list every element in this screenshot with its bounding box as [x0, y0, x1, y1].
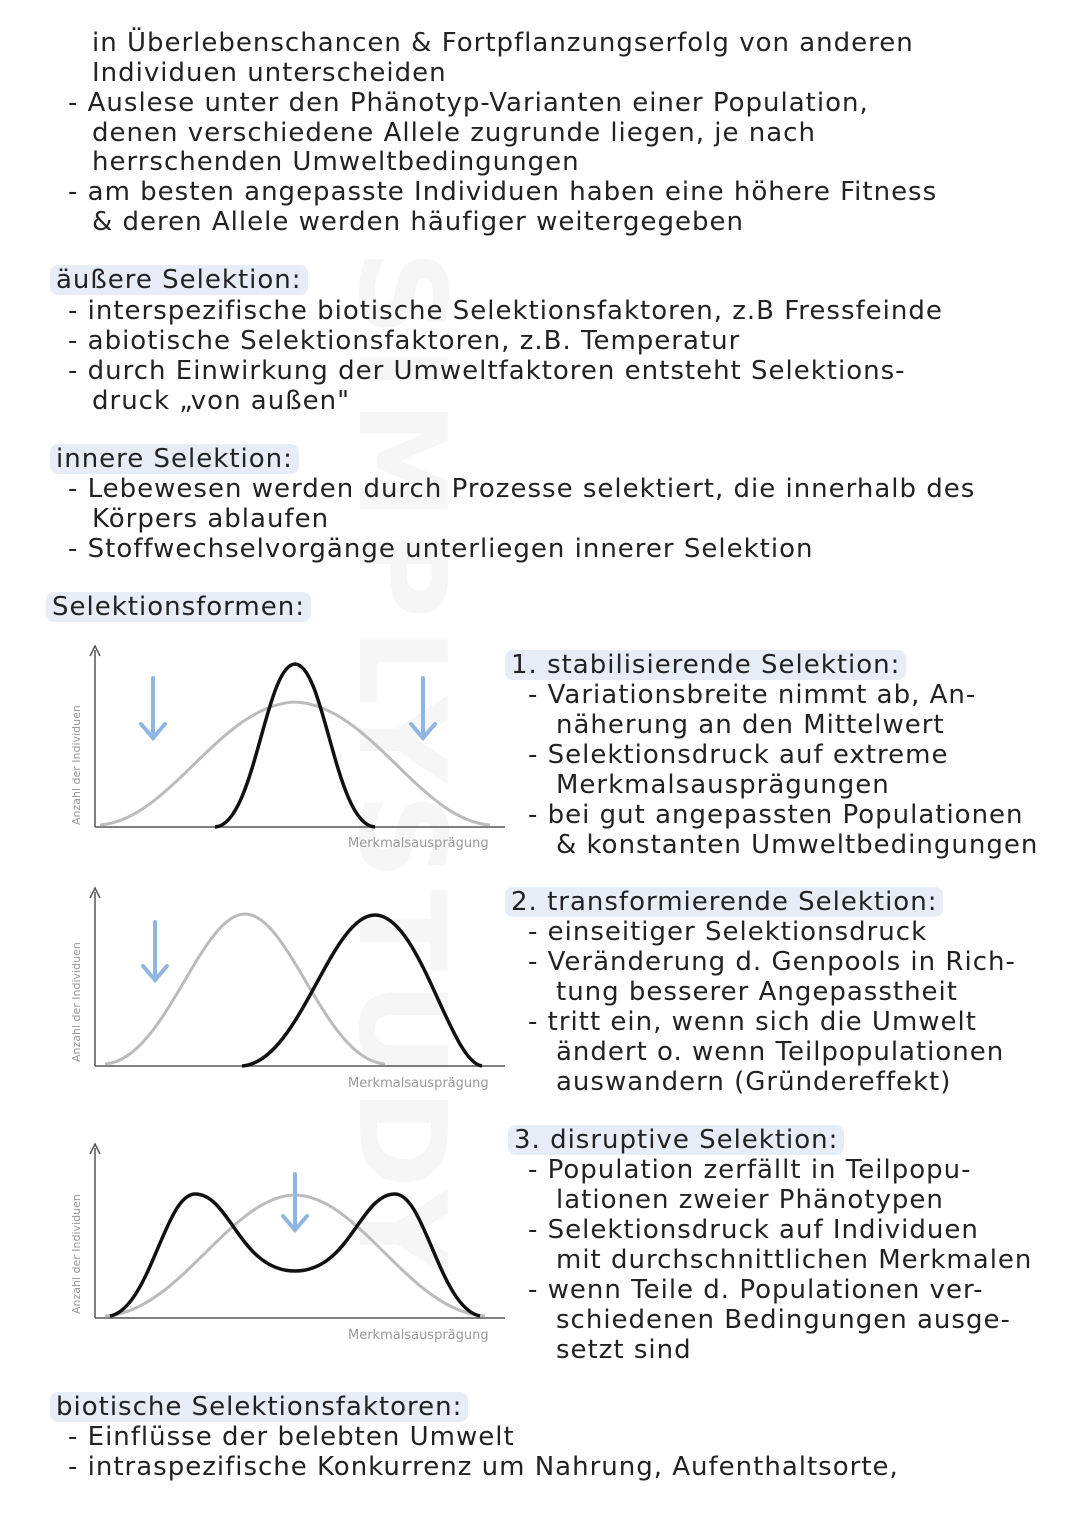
form-line: - wenn Teile d. Populationen ver- [528, 1275, 984, 1305]
form-line: - Selektionsdruck auf Individuen [528, 1215, 979, 1245]
curve-after [215, 664, 375, 827]
y-axis-label: Anzahl der Individuen [70, 942, 83, 1062]
curve-before [100, 702, 490, 825]
form-line: & konstanten Umweltbedingungen [556, 830, 1039, 860]
y-axis-label: Anzahl der Individuen [70, 1194, 83, 1314]
form-line: setzt sind [556, 1335, 692, 1365]
form-line: - bei gut angepassten Populationen [528, 800, 1024, 830]
form-title-stabilisierend: 1. stabilisierende Selektion: [505, 650, 906, 680]
innere-line: - Stoffwechselvorgänge unterliegen innerer Selektion [68, 534, 814, 564]
form-line: auswandern (Gründereffekt) [556, 1067, 952, 1097]
biotische-line: - Einflüsse der belebten Umwelt [68, 1422, 515, 1452]
form-line: - Variationsbreite nimmt ab, An- [528, 680, 977, 710]
innere-line: Körpers ablaufen [92, 504, 330, 534]
form-line: schiedenen Bedingungen ausge- [556, 1305, 1011, 1335]
intro-line: - Auslese unter den Phänotyp-Varianten einer Population, [68, 88, 869, 118]
aeussere-line: - durch Einwirkung der Umweltfaktoren entsteht Selektions- [68, 356, 906, 386]
aeussere-line: - abiotische Selektionsfaktoren, z.B. Temperatur [68, 326, 741, 356]
intro-line: in Überlebenschancen & Fortpflanzungserfolg von anderen [92, 28, 914, 58]
x-axis-label: Merkmalsausprägung [348, 836, 489, 851]
graph-stabilisierend [80, 640, 510, 840]
form-line: ändert o. wenn Teilpopulationen [556, 1037, 1005, 1067]
form-title-transformierend: 2. transformierende Selektion: [505, 887, 943, 917]
form-line: - einseitiger Selektionsdruck [528, 917, 928, 947]
form-line: - Veränderung d. Genpools in Rich- [528, 947, 1016, 977]
arrow-down-icon [411, 678, 435, 738]
form-line: - tritt ein, wenn sich die Umwelt [528, 1007, 977, 1037]
form-line: - Population zerfällt in Teilpopu- [528, 1155, 972, 1185]
intro-line: Individuen unterscheiden [92, 58, 447, 88]
arrow-down-icon [141, 678, 165, 738]
intro-line: & deren Allele werden häufiger weitergegeben [92, 207, 744, 237]
x-axis-label: Merkmalsausprägung [348, 1328, 489, 1343]
form-line: mit durchschnittlichen Merkmalen [556, 1245, 1033, 1275]
form-line: näherung an den Mittelwert [556, 710, 945, 740]
intro-line: denen verschiedene Allele zugrunde liegen, je nach [92, 118, 816, 148]
graph-disruptiv [80, 1138, 510, 1338]
form-line: tung besserer Angepasstheit [556, 977, 958, 1007]
form-line: - Selektionsdruck auf extreme [528, 740, 949, 770]
x-axis-label: Merkmalsausprägung [348, 1076, 489, 1091]
innere-heading: innere Selektion: [50, 444, 299, 474]
arrow-down-icon [283, 1174, 307, 1230]
biotische-line: - intraspezifische Konkurrenz um Nahrung, Aufenthaltsorte, [68, 1452, 899, 1482]
arrow-down-icon [143, 922, 167, 980]
intro-line: - am besten angepasste Individuen haben eine höhere Fitness [68, 177, 938, 207]
biotische-heading: biotische Selektionsfaktoren: [50, 1392, 468, 1422]
intro-line: herrschenden Umweltbedingungen [92, 147, 580, 177]
aeussere-line: - interspezifische biotische Selektionsfaktoren, z.B Fressfeinde [68, 296, 943, 326]
selektionsformen-heading: Selektionsformen: [46, 592, 311, 622]
y-axis-label: Anzahl der Individuen [70, 705, 83, 825]
innere-line: - Lebewesen werden durch Prozesse selektiert, die innerhalb des [68, 474, 976, 504]
aeussere-line: druck „von außen" [92, 386, 351, 416]
aeussere-heading: äußere Selektion: [50, 265, 308, 295]
form-line: lationen zweier Phänotypen [556, 1185, 944, 1215]
form-line: Merkmalsausprägungen [556, 770, 890, 800]
graph-transformierend [80, 882, 510, 1082]
form-title-disruptiv: 3. disruptive Selektion: [508, 1125, 844, 1155]
